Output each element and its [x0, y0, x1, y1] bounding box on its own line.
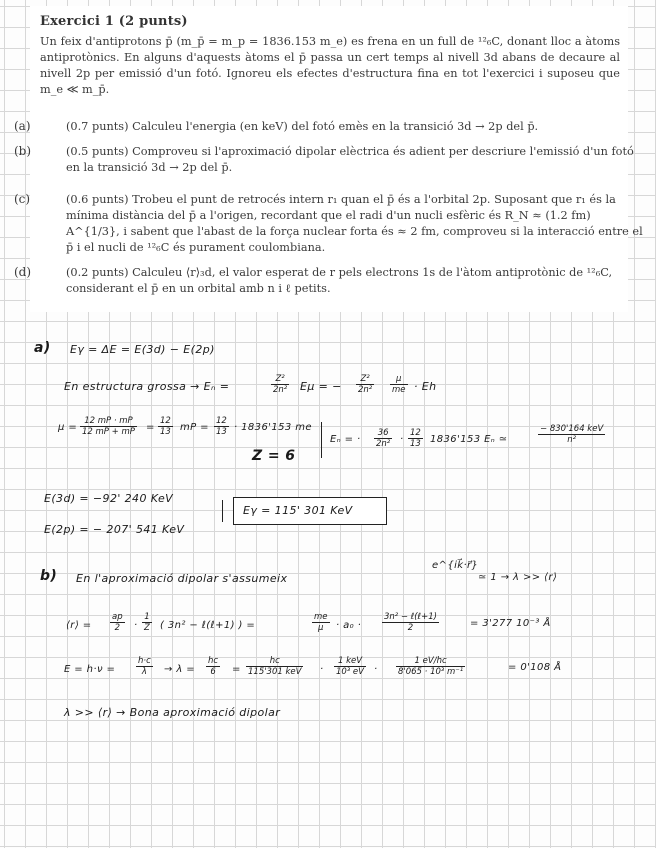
expected-r-dot: ·: [134, 620, 138, 631]
fraction-hc-lambda: h·c λ: [138, 656, 151, 677]
lambda-end: = 0'108 Å: [508, 662, 562, 673]
answer-a-line1: Eγ = ΔE = E(3d) − E(2p): [70, 343, 215, 356]
question-a-label: (a): [14, 119, 31, 133]
answer-a-label: a): [34, 340, 51, 356]
answer-a-line2-mid: Eμ = −: [300, 380, 342, 393]
fraction-36-2n2: 36 2n²: [376, 428, 391, 449]
mu-mid: mP =: [180, 422, 209, 433]
en-left: Eₙ = ·: [330, 434, 361, 445]
answer-b-line1-end: ≃ 1 → λ >> ⟨r⟩: [478, 572, 558, 583]
question-a-text: (0.7 punts) Calculeu l'energia (en keV) del fotó emès en la transició 3d → 2p del p̄.: [66, 120, 539, 133]
mu-end: · 1836'153 me: [234, 422, 312, 433]
expected-r-mid: ( 3n² − ℓ(ℓ+1) ) =: [160, 620, 256, 631]
question-d: [14, 264, 646, 297]
bracket-divider: [321, 422, 322, 458]
fraction-me-mu: me μ: [314, 612, 328, 633]
expected-r-dot2: · a₀ ·: [336, 620, 362, 631]
answer-a-line2-end: · Eh: [414, 380, 437, 393]
fraction-ev-hc: 1 eV/hc 8'065 · 10³ m⁻¹: [398, 656, 464, 677]
lambda-dot2: ·: [374, 664, 378, 675]
question-a: [14, 118, 646, 135]
fraction-12-13-b: 12 13: [216, 416, 227, 437]
fraction-hc-6: hc 6: [208, 656, 219, 677]
en-mid: 1836'153 Eₙ ≃: [430, 434, 508, 445]
lambda-eq: =: [232, 664, 241, 675]
fraction-hc-energy: hc 115'301 keV: [248, 656, 302, 677]
z-value: Z = 6: [252, 448, 296, 464]
fraction-12-13-c: 12 13: [410, 428, 421, 449]
fraction-reduced-mass: 12 mP · mP 12 mP + mP: [82, 416, 135, 437]
fraction-mu-me: μ me: [392, 374, 406, 395]
fraction-z2-2n2-b: Z² 2n²: [358, 374, 373, 395]
answer-b-label: b): [40, 568, 58, 584]
mu-eq1: =: [146, 422, 155, 433]
result-bracket: [222, 500, 223, 522]
lambda-arrow: → λ =: [164, 664, 196, 675]
question-d-text: (0.2 punts) Calculeu ⟨r⟩₃d, el valor esperat de r pels electrons 1s de l'àtom antiprotònic de ¹²₆C, considerant el p̄ en un orbital amb n i ℓ petits.: [66, 266, 613, 295]
question-c-label: (c): [14, 192, 31, 206]
fraction-energy-n2: − 830'164 keV n²: [540, 424, 604, 445]
exercise-intro: Un feix d'antiprotons p̄ (m_p̄ = m_p = 1836.153 m_e) es frena en un full de ¹²₆C, donant lloc a àtoms antiprotònics. En alguns d'aquests àtoms el p̄ passa un cert temps al nivell 3d abans de decaure al nivell 2p per emissió d'un fotó. Ignoreu els efectes d'estructura fina en tot l'exercici i suposeu que m_e ≪ m_p̄.: [40, 35, 620, 96]
expected-r-end: = 3'277 10⁻³ Å: [470, 618, 551, 629]
fraction-ap-2: ap 2: [112, 612, 123, 633]
mu-left: μ =: [58, 422, 78, 433]
question-b: [14, 143, 646, 176]
answer-b-exponential: e^{ik⃗·r⃗}: [432, 560, 479, 571]
fraction-1-z: 1 Z: [144, 612, 150, 633]
lambda-left: E = h·ν =: [64, 664, 116, 675]
lambda-dot: ·: [320, 664, 324, 675]
question-c: [14, 191, 646, 256]
conclusion: λ >> ⟨r⟩ → Bona aproximació dipolar: [64, 706, 281, 719]
fraction-kev-ev: 1 keV 10³ eV: [336, 656, 364, 677]
expected-r-left: ⟨r⟩ =: [66, 620, 92, 631]
fraction-3n2: 3n² − ℓ(ℓ+1) 2: [384, 612, 437, 633]
question-b-text: (0.5 punts) Comproveu si l'aproximació dipolar elèctrica és adient per descriure l'emissió d'un fotó en la transició 3d → 2p del p̄.: [66, 145, 634, 174]
fraction-12-13: 12 13: [160, 416, 171, 437]
answer-b-line1: En l'aproximació dipolar s'assumeix: [76, 572, 288, 585]
energy-2p: E(2p) = − 207' 541 KeV: [44, 523, 185, 536]
fraction-z2-2n2: Z² 2n²: [273, 374, 288, 395]
exercise-title: Exercici 1 (2 punts): [40, 14, 188, 29]
question-c-text: (0.6 punts) Trobeu el punt de retrocés intern r₁ quan el p̄ és a l'orbital 2p. Suposant que r₁ és la mínima distància del p̄ a l'origen, recordant que el radi d'un nucli esfèric és R_N ≈ (1.2 fm) A^{1/3}, i sabent que l'abast de la força nuclear forta és ≈ 2 fm, comproveu si la interacció entre el p̄ i el nucli de ¹²₆C és purament coulombiana.: [66, 193, 643, 254]
answer-a-line2-left: En estructura grossa → Eₙ =: [64, 380, 230, 393]
question-b-label: (b): [14, 144, 32, 158]
energy-3d: E(3d) = −92' 240 KeV: [44, 492, 174, 505]
photon-energy-result: Eγ = 115' 301 KeV: [243, 504, 353, 517]
en-dot: ·: [400, 434, 404, 445]
question-d-label: (d): [14, 265, 32, 279]
